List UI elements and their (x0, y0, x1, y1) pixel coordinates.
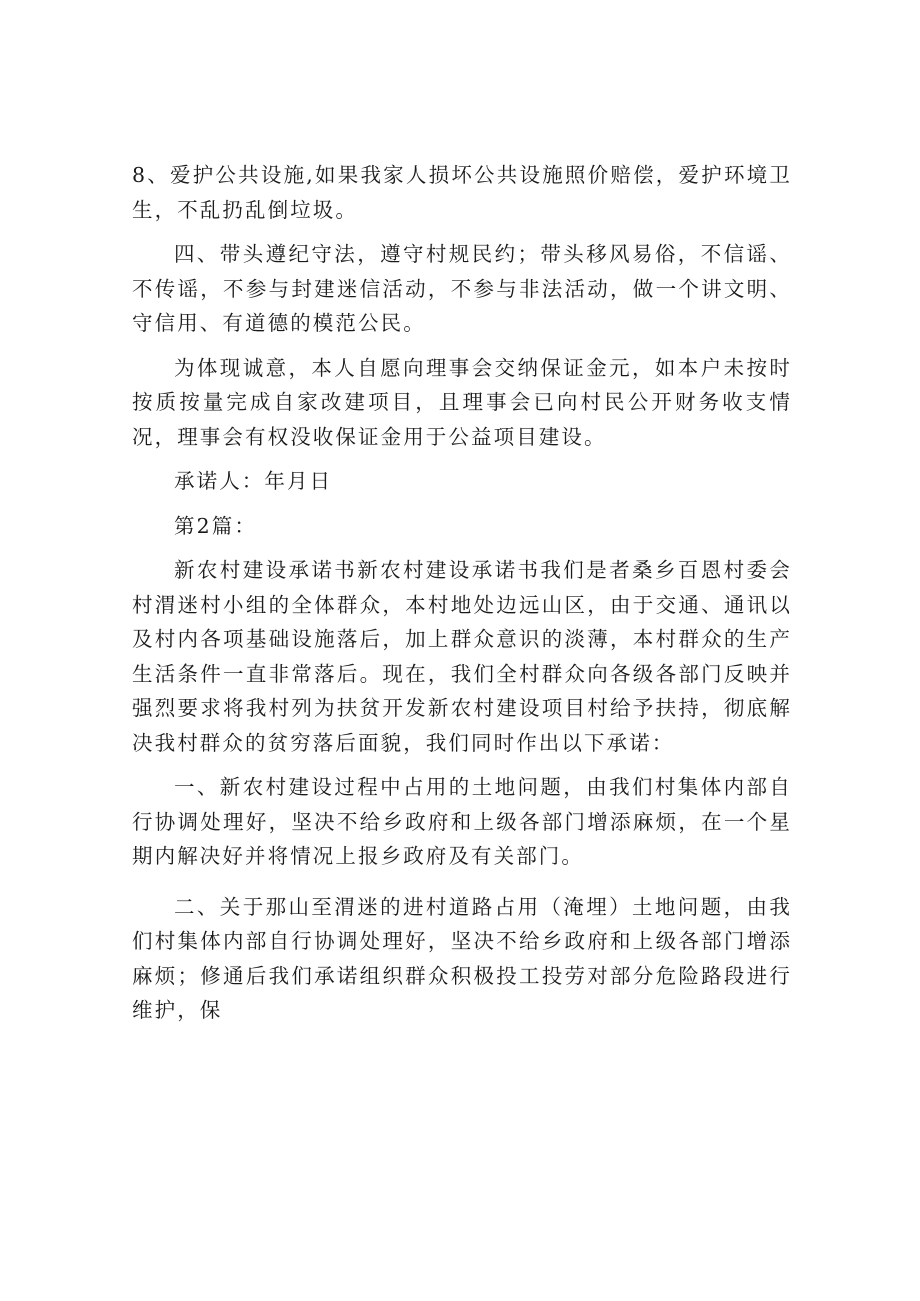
paragraph-intro: 新农村建设承诺书新农村建设承诺书我们是者桑乡百恩村委会村渭迷村小组的全体群众，本村地处边远山区，由于交通、通讯以及村内各项基础设施落后，加上群众意识的淡薄，本村群众的生产生活条件一直非常落后。现在，我们全村群众向各级各部门反映并强烈要求将我村列为扶贫开发新农村建设项目村给予扶持，彻底解决我村群众的贫穷落后面貌，我们同时作出以下承诺： (132, 558, 792, 755)
paragraph-item-8: 8、爱护公共设施,如果我家人损坏公共设施照价赔偿，爱护环境卫生，不乱扔乱倒垃圾。 (132, 163, 792, 222)
paragraph-item-4: 四、带头遵纪守法，遵守村规民约；带头移风易俗，不信谣、不传谣，不参与封建迷信活动，不参与非法活动，做一个讲文明、守信用、有道德的模范公民。 (132, 242, 792, 335)
paragraph-promise-1: 一、新农村建设过程中占用的土地问题，由我们村集体内部自行协调处理好，坚决不给乡政府和上级各部门增添麻烦，在一个星期内解决好并将情况上报乡政府及有关部门。 (132, 775, 792, 868)
paragraph-signature: 承诺人：年月日 (174, 469, 333, 493)
paragraph-promise-2: 二、关于那山至渭迷的进村道路占用（淹埋）土地问题，由我们村集体内部自行协调处理好，坚决不给乡政府和上级各部门增添麻烦；修通后我们承诺组织群众积极投工投劳对部分危险路段进行维护，保 (132, 894, 792, 1022)
paragraph-deposit: 为体现诚意，本人自愿向理事会交纳保证金元，如本户未按时按质按量完成自家改建项目，且理事会已向村民公开财务收支情况，理事会有权没收保证金用于公益项目建设。 (132, 355, 792, 449)
paragraph-part-2-heading: 第2篇： (174, 513, 257, 538)
document-body (132, 158, 792, 1038)
